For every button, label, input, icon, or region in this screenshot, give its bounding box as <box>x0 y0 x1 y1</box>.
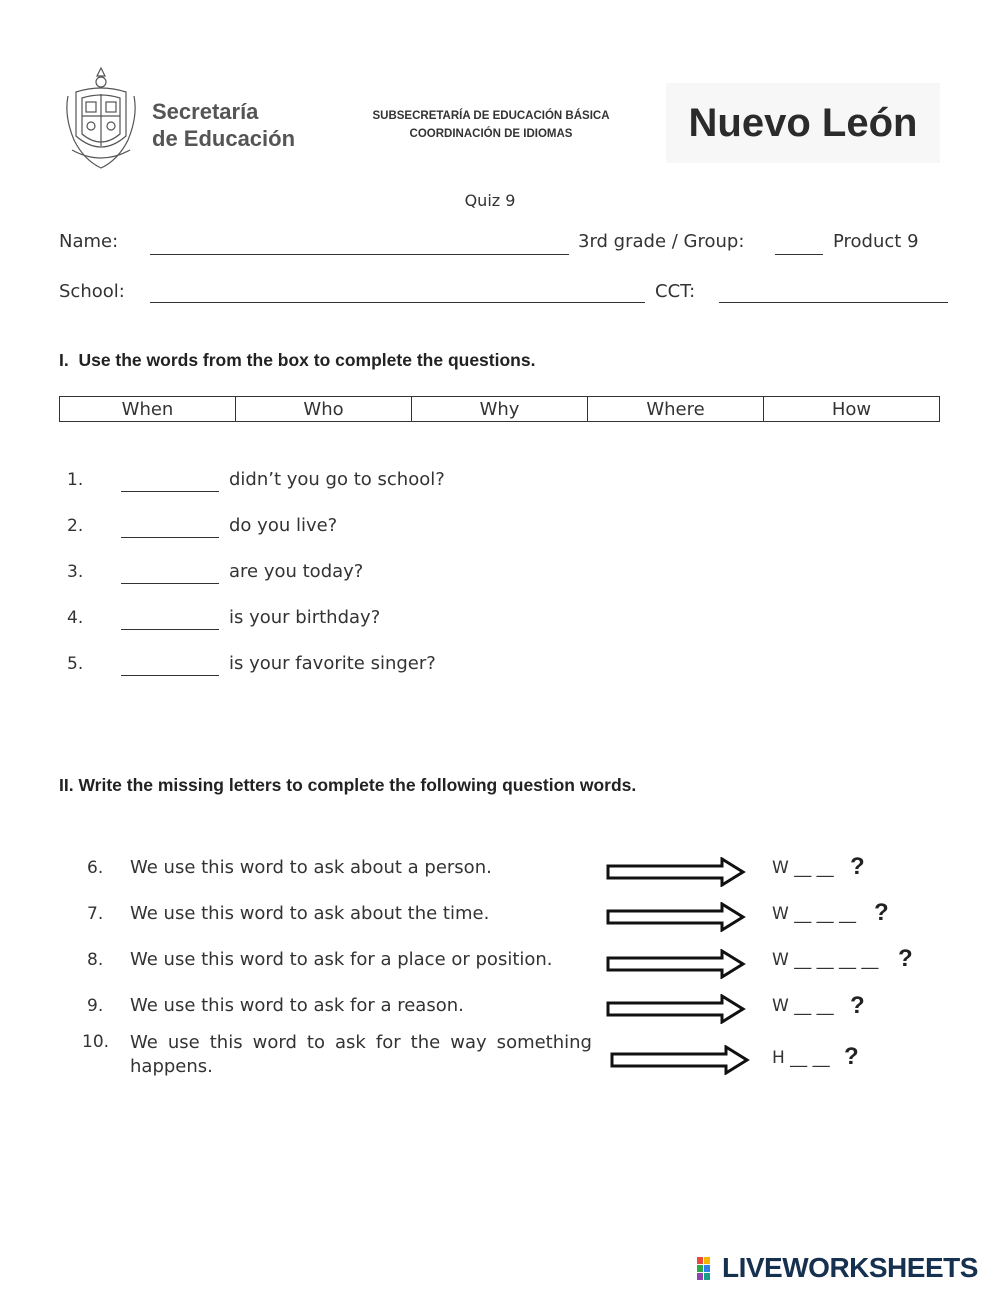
word-box-cell: How <box>764 397 940 422</box>
question-number: 8. <box>87 950 104 970</box>
question-text: didn’t you go to school? <box>229 469 445 490</box>
coat-of-arms-icon <box>62 66 140 174</box>
question-text-line: happens. <box>130 1056 213 1077</box>
school-label: School: <box>59 281 125 302</box>
answer-blank[interactable] <box>121 583 219 584</box>
question-mark: ? <box>850 853 865 880</box>
grade-group-label: 3rd grade / Group: <box>578 231 745 252</box>
section-2-title: II. Write the missing letters to complete the following question words. <box>59 775 637 795</box>
missing-letters-answer[interactable]: H __ __ <box>772 1048 830 1068</box>
answer-blank[interactable] <box>121 491 219 492</box>
question-number: 1. <box>67 470 84 490</box>
section-1-title: I. Use the words from the box to complete the questions. <box>59 350 536 370</box>
question-mark: ? <box>844 1043 859 1070</box>
question-number: 3. <box>67 562 84 582</box>
name-label: Name: <box>59 231 119 252</box>
question-number: 9. <box>87 996 104 1016</box>
group-input-line[interactable] <box>775 254 823 255</box>
question-number: 6. <box>87 858 104 878</box>
answer-blank[interactable] <box>121 629 219 630</box>
word-box-cell: Who <box>236 397 412 422</box>
word-box <box>59 396 940 422</box>
cct-input-line[interactable] <box>719 302 948 303</box>
question-number: 5. <box>67 654 84 674</box>
missing-letters-answer[interactable]: W __ __ <box>772 996 834 1016</box>
missing-letters-answer[interactable]: W __ __ <box>772 858 834 878</box>
question-text: We use this word to ask about the time. <box>130 903 490 924</box>
school-input-line[interactable] <box>150 302 645 303</box>
arrow-right-icon <box>606 949 746 979</box>
arrow-right-icon <box>610 1045 750 1075</box>
arrow-right-icon <box>606 994 746 1024</box>
quiz-title: Quiz 9 <box>464 191 516 210</box>
cct-label: CCT: <box>655 281 696 302</box>
question-mark: ? <box>898 945 913 972</box>
question-number: 10. <box>82 1032 110 1052</box>
liveworksheets-logo-icon <box>697 1257 719 1281</box>
question-text: We use this word to ask about a person. <box>130 857 492 878</box>
question-number: 2. <box>67 516 84 536</box>
question-text: are you today? <box>229 561 364 582</box>
question-number: 7. <box>87 904 104 924</box>
liveworksheets-brand[interactable]: LIVEWORKSHEETS <box>722 1252 978 1283</box>
word-box-cell: Where <box>588 397 764 422</box>
question-text: do you live? <box>229 515 338 536</box>
question-mark: ? <box>874 899 889 926</box>
word-box-cell: When <box>60 397 236 422</box>
product-label: Product 9 <box>833 231 919 252</box>
question-text: is your birthday? <box>229 607 381 628</box>
question-text: is your favorite singer? <box>229 653 436 674</box>
question-text: We use this word to ask for a place or position. <box>130 949 553 970</box>
missing-letters-answer[interactable]: W __ __ __ <box>772 904 857 924</box>
question-text <box>130 1031 592 1079</box>
subsecretaria-heading: SUBSECRETARÍA DE EDUCACIÓN BÁSICA COORDINACIÓN DE IDIOMAS <box>372 110 610 140</box>
nuevo-leon-logo: Nuevo León <box>666 83 940 163</box>
missing-letters-answer[interactable]: W __ __ __ __ <box>772 950 879 970</box>
arrow-right-icon <box>606 902 746 932</box>
name-input-line[interactable] <box>150 254 569 255</box>
word-box-cell: Why <box>412 397 588 422</box>
question-text: We use this word to ask for a reason. <box>130 995 464 1016</box>
answer-blank[interactable] <box>121 675 219 676</box>
question-text-line: We use this word to ask for the way something <box>130 1032 592 1053</box>
question-mark: ? <box>850 992 865 1019</box>
answer-blank[interactable] <box>121 537 219 538</box>
secretaria-logo-text: Secretaría de Educación <box>152 99 296 151</box>
question-number: 4. <box>67 608 84 628</box>
arrow-right-icon <box>606 857 746 887</box>
